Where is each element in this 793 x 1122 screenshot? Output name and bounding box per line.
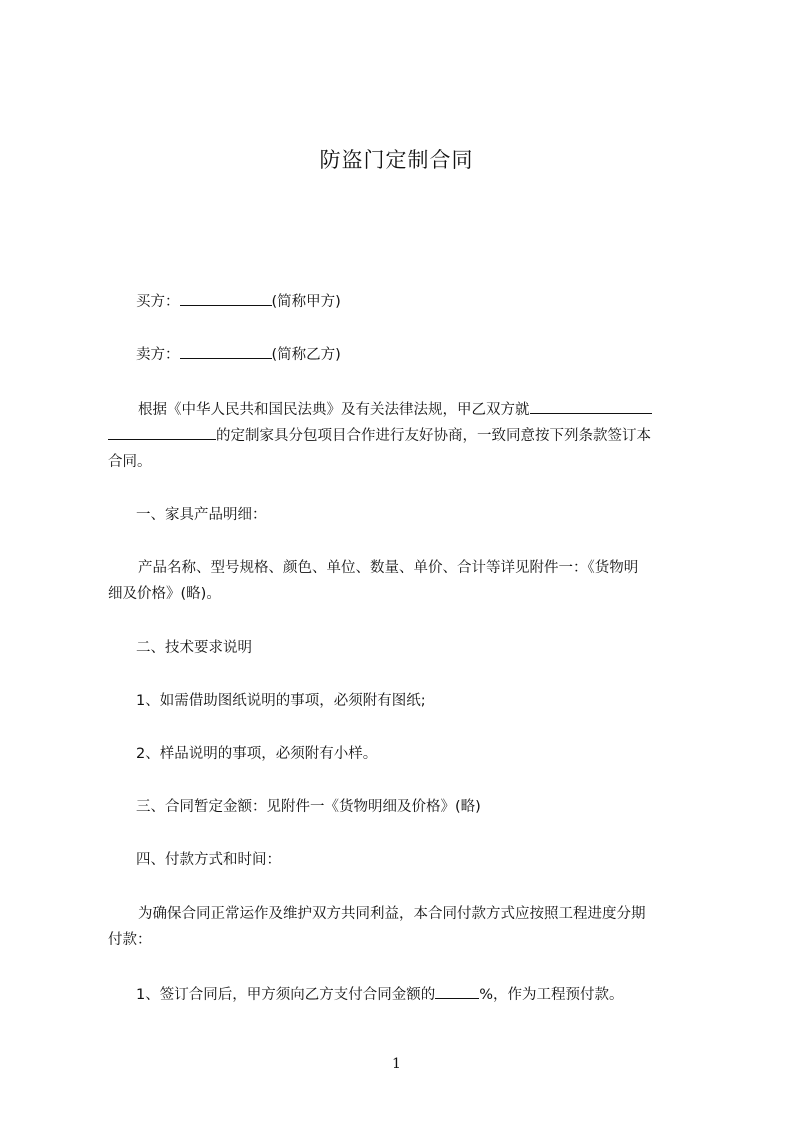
seller-blank [180,344,272,359]
project-blank-1 [530,399,652,414]
percent-blank [435,984,479,999]
buyer-blank [180,291,272,306]
intro-text-1: 根据《中华人民共和国民法典》及有关法律法规，甲乙双方就 [138,402,530,418]
section4-item-1 [108,984,736,1005]
page-number: 1 [392,1056,401,1072]
seller-label: 卖方： [136,347,180,363]
section1-body-1: 产品名称、型号规格、颜色、单位、数量、单价、合计等详见附件一：《货物明 [138,560,639,576]
section1-heading: 一、家具产品明细： [136,507,267,523]
document-title: 防盗门定制合同 [319,148,474,172]
intro-text-2: 的定制家具分包项目合作进行友好协商，一致同意按下列条款签订本 [216,428,651,444]
intro-line-3: 合同。 [108,454,152,470]
section4-body-1: 为确保合同正常运作及维护双方共同利益，本合同付款方式应按照工程进度分期 [138,906,646,922]
buyer-suffix: (简称甲方) [271,294,341,310]
seller-suffix: (简称乙方) [271,347,341,363]
section3-heading: 三、合同暂定金额：见附件一《货物明细及价格》(略) [136,799,481,815]
section4-heading: 四、付款方式和时间： [136,852,281,868]
section1-body-2: 细及价格》(略)。 [108,586,221,602]
section2-item-1: 1、如需借助图纸说明的事项，必须附有图纸; [136,693,426,709]
buyer-label: 买方： [136,294,180,310]
payment-prefix: 1、签订合同后，甲方须向乙方支付合同金额的 [136,987,436,1003]
project-blank-2 [108,425,216,440]
intro-line-1 [108,399,738,420]
seller-line [108,344,736,365]
section2-heading: 二、技术要求说明 [136,640,252,656]
payment-suffix: %，作为工程预付款。 [479,987,624,1003]
buyer-line [108,291,736,312]
section4-body-2: 付款： [108,932,152,948]
intro-line-2 [108,425,708,446]
section2-item-2: 2、样品说明的事项，必须附有小样。 [136,746,378,762]
